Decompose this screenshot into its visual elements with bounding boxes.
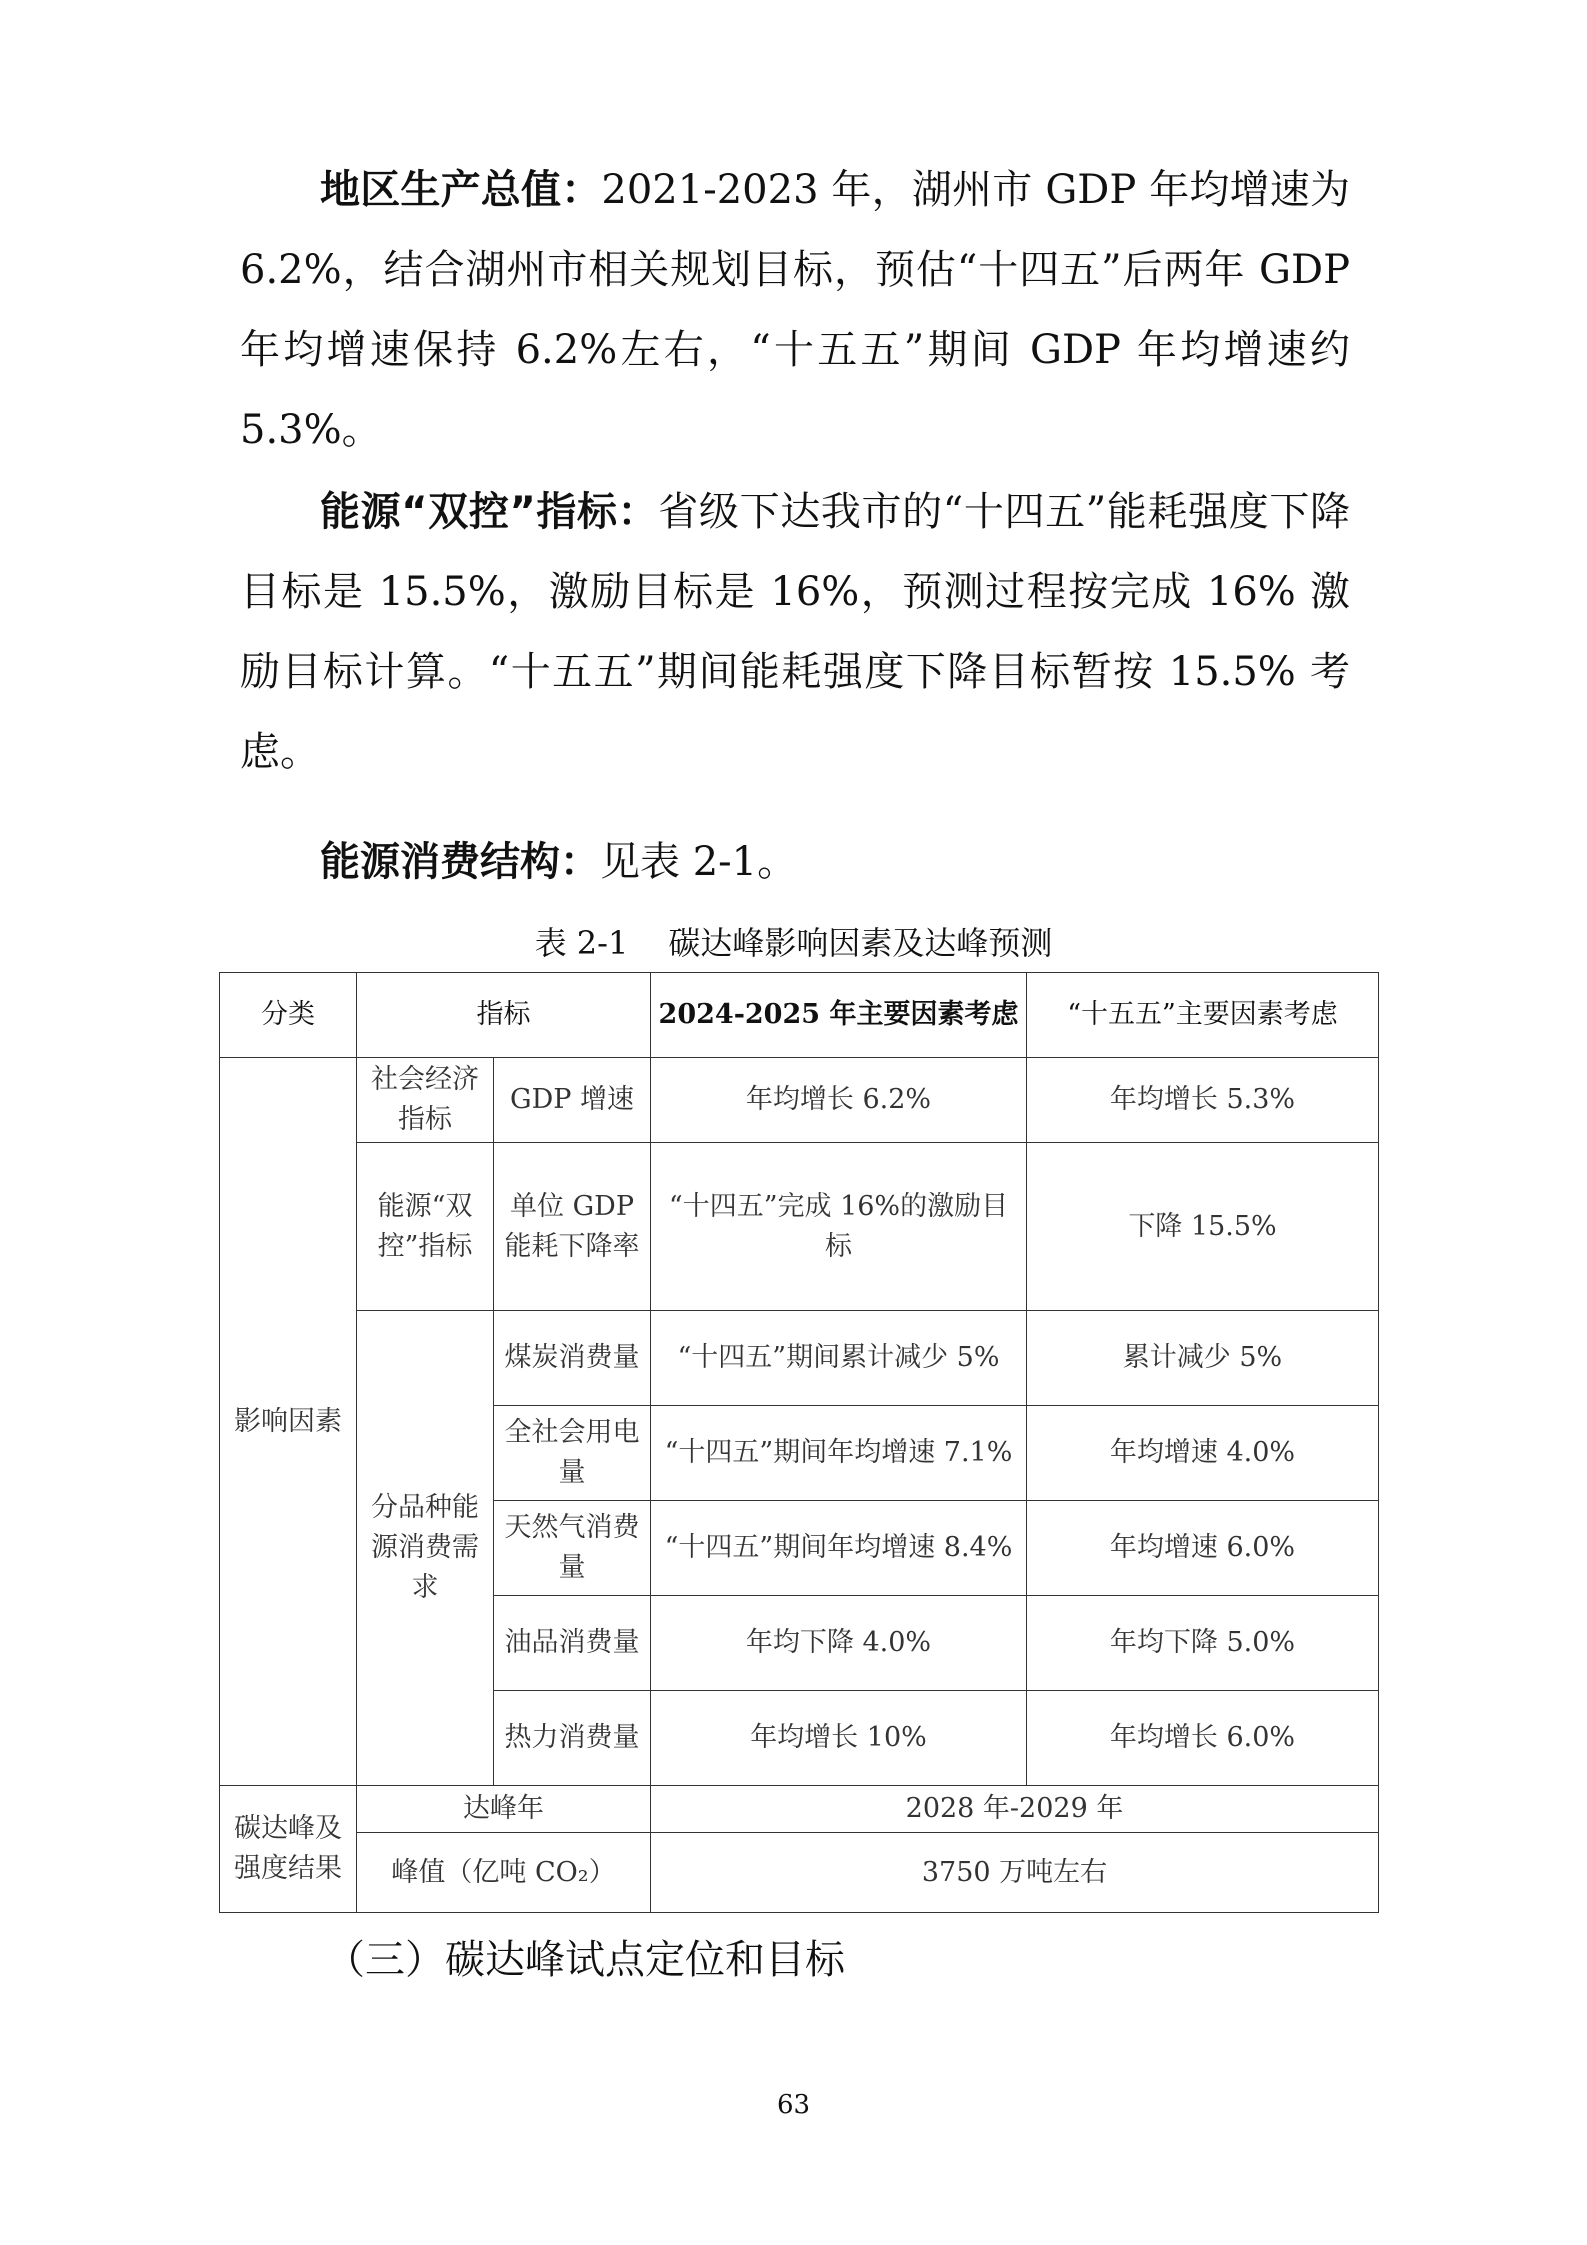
section-heading: （三）碳达峰试点定位和目标 — [325, 1937, 845, 1983]
group-energy-control: 能源“双控”指标 — [357, 1143, 494, 1311]
influence-factors-label: 影响因素 — [220, 1058, 357, 1786]
value-2024-cell: 年均下降 4.0% — [651, 1596, 1027, 1691]
value-15th-cell: 年均增长 6.0% — [1027, 1691, 1379, 1786]
header-indicator: 指标 — [357, 973, 651, 1058]
value-15th-cell: 年均下降 5.0% — [1027, 1596, 1379, 1691]
table-row — [220, 1786, 1379, 1833]
header-15th-plan: “十五五”主要因素考虑 — [1027, 973, 1379, 1058]
table-row — [220, 1058, 1379, 1143]
table-header-row — [220, 973, 1379, 1058]
value-2024-cell: “十四五”期间累计减少 5% — [651, 1311, 1027, 1406]
result-value-cell: 2028 年-2029 年 — [651, 1786, 1379, 1833]
indicator-cell: GDP 增速 — [494, 1058, 651, 1143]
value-15th-cell: 年均增速 4.0% — [1027, 1406, 1379, 1501]
table-title: 碳达峰影响因素及达峰预测 — [668, 924, 1053, 962]
paragraph-body: 见表 2-1。 — [600, 839, 798, 885]
table-row — [220, 1311, 1379, 1406]
value-2024-cell: 年均增长 6.2% — [651, 1058, 1027, 1143]
value-2024-cell: “十四五”期间年均增速 8.4% — [651, 1501, 1027, 1596]
result-value-cell: 3750 万吨左右 — [651, 1833, 1379, 1913]
group-socio-economic: 社会经济指标 — [357, 1058, 494, 1143]
table-caption — [0, 918, 1587, 964]
value-2024-cell: “十四五”完成 16%的激励目标 — [651, 1143, 1027, 1311]
indicator-cell: 煤炭消费量 — [494, 1311, 651, 1406]
paragraph-lead: 能源“双控”指标： — [320, 489, 659, 535]
header-category: 分类 — [220, 973, 357, 1058]
value-2024-cell: 年均增长 10% — [651, 1691, 1027, 1786]
paragraph-energy-structure — [240, 822, 1350, 902]
paragraph-lead: 地区生产总值： — [320, 167, 602, 213]
value-15th-cell: 下降 15.5% — [1027, 1143, 1379, 1311]
result-label: 碳达峰及强度结果 — [220, 1786, 357, 1913]
table-number: 表 2-1 — [534, 924, 629, 962]
indicator-cell: 全社会用电量 — [494, 1406, 651, 1501]
paragraph-energy-control — [240, 472, 1350, 792]
group-energy-by-type: 分品种能源消费需求 — [357, 1311, 494, 1786]
table-row — [220, 1833, 1379, 1913]
indicator-cell: 单位 GDP 能耗下降率 — [494, 1143, 651, 1311]
indicator-cell: 天然气消费量 — [494, 1501, 651, 1596]
indicator-cell: 油品消费量 — [494, 1596, 651, 1691]
indicator-cell: 热力消费量 — [494, 1691, 651, 1786]
value-15th-cell: 年均增长 5.3% — [1027, 1058, 1379, 1143]
carbon-peak-table — [219, 972, 1379, 1913]
page-number: 63 — [776, 2090, 811, 2120]
paragraph-body: 2021-2023 年，湖州市 GDP 年均增速为 6.2%，结合湖州市相关规划目标，预估“十四五”后两年 GDP 年均增速保持 6.2%左右，“十五五”期间 GDP 年均增速约 5.3%。 — [240, 167, 1350, 453]
value-2024-cell: “十四五”期间年均增速 7.1% — [651, 1406, 1027, 1501]
indicator-cell: 达峰年 — [357, 1786, 651, 1833]
value-15th-cell: 年均增速 6.0% — [1027, 1501, 1379, 1596]
value-15th-cell: 累计减少 5% — [1027, 1311, 1379, 1406]
paragraph-lead: 能源消费结构： — [320, 839, 600, 885]
header-2024-2025: 2024-2025 年主要因素考虑 — [651, 973, 1027, 1058]
paragraph-gdp — [240, 150, 1350, 470]
indicator-cell: 峰值（亿吨 CO₂） — [357, 1833, 651, 1913]
table-row — [220, 1143, 1379, 1311]
paragraph-body: 省级下达我市的“十四五”能耗强度下降目标是 15.5%，激励目标是 16%，预测过程按完成 16% 激励目标计算。“十五五”期间能耗强度下降目标暂按 15.5% 考虑。 — [240, 489, 1350, 775]
